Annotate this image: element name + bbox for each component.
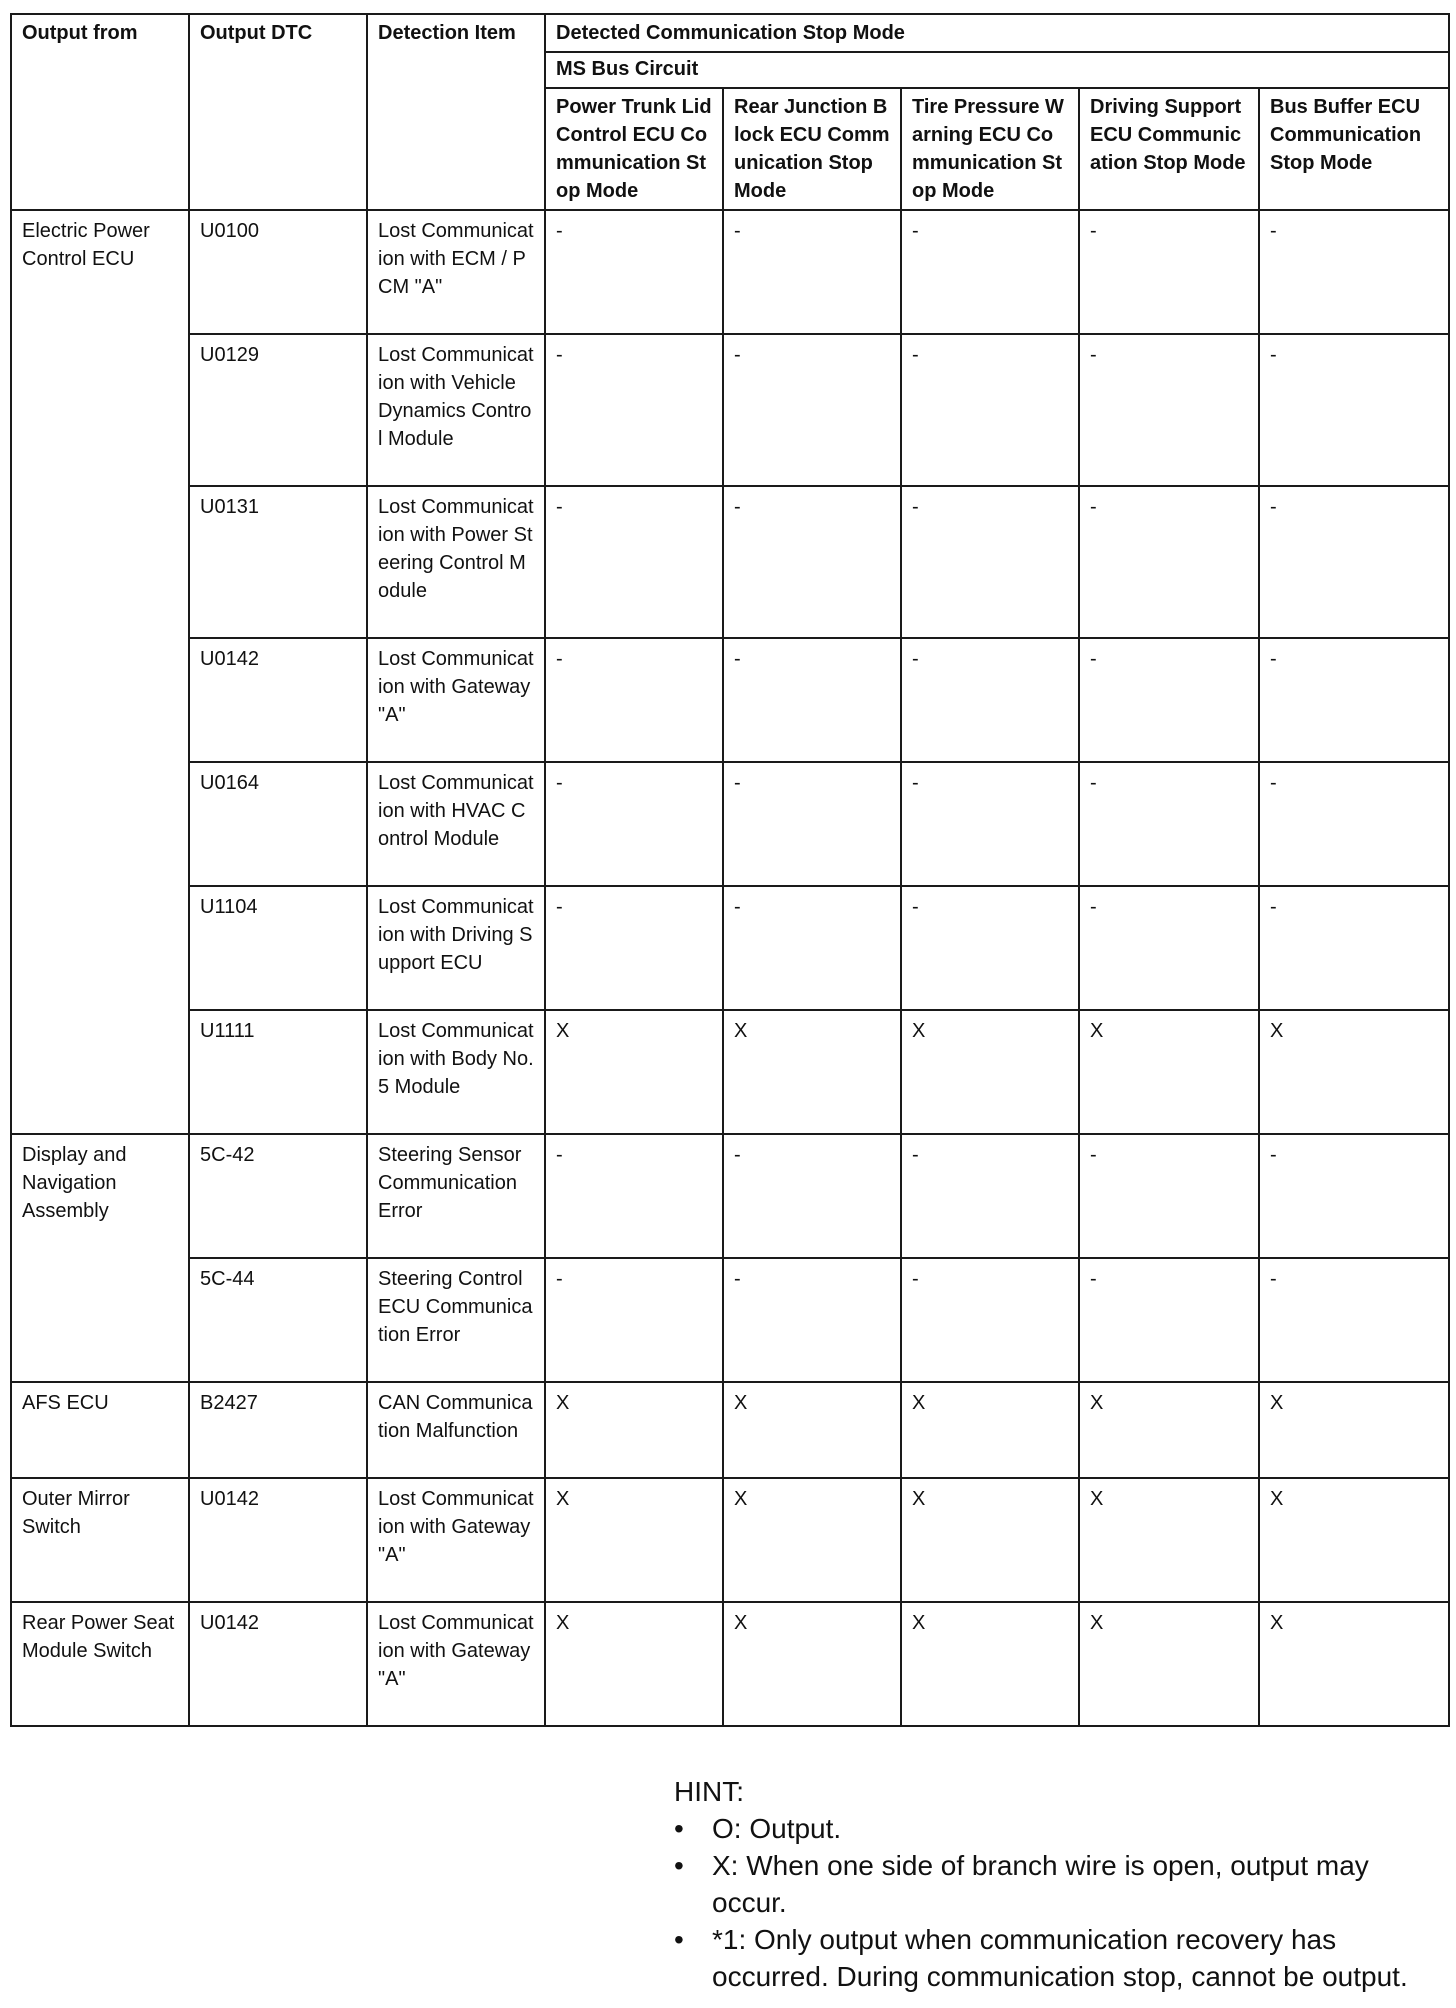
hint-item	[674, 1810, 1444, 1847]
table-body	[11, 210, 1449, 1726]
header-detected-mode: Detected Communication Stop Mode	[545, 14, 1449, 52]
bullet-icon: •	[674, 1850, 684, 1881]
mode-cell: -	[723, 638, 901, 762]
dtc-cell: 5C-42	[189, 1134, 367, 1258]
detection-item-cell: Lost Communication with Driving Support ECU	[367, 886, 545, 1010]
mode-cell: -	[1079, 638, 1259, 762]
mode-cell: -	[1259, 1258, 1449, 1382]
dtc-cell: U0164	[189, 762, 367, 886]
mode-cell: -	[1079, 886, 1259, 1010]
mode-cell: X	[901, 1478, 1079, 1602]
bullet-icon: •	[674, 1813, 684, 1844]
header-detection-item: Detection Item	[367, 14, 545, 210]
mode-cell: X	[1259, 1010, 1449, 1134]
table-row	[11, 886, 1449, 1010]
mode-cell: -	[1259, 1134, 1449, 1258]
detection-item-cell: Lost Communication with ECM / PCM "A"	[367, 210, 545, 334]
dtc-cell: U1111	[189, 1010, 367, 1134]
mode-cell: X	[723, 1010, 901, 1134]
detection-item-cell: Lost Communication with HVAC Control Module	[367, 762, 545, 886]
detection-item-cell: Steering Control ECU Communication Error	[367, 1258, 545, 1382]
header-output-from: Output from	[11, 14, 189, 210]
dtc-cell: B2427	[189, 1382, 367, 1478]
mode-cell: X	[1259, 1382, 1449, 1478]
dtc-cell: U0100	[189, 210, 367, 334]
table-row	[11, 1134, 1449, 1258]
mode-cell: -	[545, 486, 723, 638]
mode-cell: -	[723, 1134, 901, 1258]
dtc-table	[10, 13, 1450, 1727]
mode-cell: -	[545, 1258, 723, 1382]
mode-cell: -	[901, 486, 1079, 638]
mode-cell: -	[1259, 886, 1449, 1010]
detection-item-cell: Lost Communication with Gateway "A"	[367, 638, 545, 762]
mode-cell: -	[1259, 762, 1449, 886]
bullet-icon: •	[674, 1924, 684, 1955]
dtc-cell: U1104	[189, 886, 367, 1010]
output-from-cell: Outer Mirror Switch	[11, 1478, 189, 1602]
header-col-label: Rear Junction Block ECU Communication Stop Mode	[734, 96, 890, 202]
mode-cell: -	[723, 886, 901, 1010]
header-col-label: Bus Buffer ECU Communication Stop Mode	[1270, 96, 1422, 174]
mode-cell: -	[545, 334, 723, 486]
detection-item-cell: Lost Communication with Gateway "A"	[367, 1602, 545, 1726]
mode-cell: -	[723, 486, 901, 638]
header-output-dtc: Output DTC	[189, 14, 367, 210]
header-col-label: Power Trunk Lid Control ECU Communication Stop Mode	[556, 96, 712, 202]
mode-cell: -	[1259, 210, 1449, 334]
detection-item-cell: Steering Sensor Communication Error	[367, 1134, 545, 1258]
header-col-bus-buffer	[1259, 88, 1449, 210]
mode-cell: -	[723, 210, 901, 334]
hint-item-text: X: When one side of branch wire is open, output may occur.	[712, 1850, 1369, 1918]
hint-section	[674, 1773, 1444, 1995]
table-row	[11, 1478, 1449, 1602]
hint-item-text: *1: Only output when communication recovery has occurred. During communication stop, cannot be output.	[712, 1924, 1408, 1992]
mode-cell: X	[723, 1602, 901, 1726]
table-row	[11, 210, 1449, 334]
table-row	[11, 1602, 1449, 1726]
mode-cell: -	[901, 1258, 1079, 1382]
table-row	[11, 1258, 1449, 1382]
mode-cell: -	[901, 762, 1079, 886]
mode-cell: -	[1259, 486, 1449, 638]
header-col-label: Driving Support ECU Communication Stop Mode	[1090, 96, 1246, 174]
hint-title: HINT:	[674, 1776, 744, 1807]
output-from-cell: AFS ECU	[11, 1382, 189, 1478]
header-bus-circuit: MS Bus Circuit	[545, 52, 1449, 88]
mode-cell: X	[1259, 1602, 1449, 1726]
detection-item-cell: Lost Communication with Gateway "A"	[367, 1478, 545, 1602]
mode-cell: -	[723, 334, 901, 486]
mode-cell: -	[901, 210, 1079, 334]
mode-cell: X	[1079, 1382, 1259, 1478]
dtc-cell: 5C-44	[189, 1258, 367, 1382]
mode-cell: -	[1079, 486, 1259, 638]
table-row	[11, 486, 1449, 638]
mode-cell: -	[545, 1134, 723, 1258]
mode-cell: -	[545, 762, 723, 886]
table-row	[11, 762, 1449, 886]
mode-cell: -	[1259, 334, 1449, 486]
detection-item-cell: CAN Communication Malfunction	[367, 1382, 545, 1478]
detection-item-cell: Lost Communication with Vehicle Dynamics Control Module	[367, 334, 545, 486]
mode-cell: -	[1259, 638, 1449, 762]
mode-cell: -	[545, 210, 723, 334]
header-col-power-trunk-lid	[545, 88, 723, 210]
dtc-cell: U0142	[189, 1478, 367, 1602]
table-header	[11, 14, 1449, 210]
mode-cell: X	[545, 1382, 723, 1478]
header-col-rear-junction-block	[723, 88, 901, 210]
mode-cell: -	[545, 638, 723, 762]
mode-cell: -	[723, 1258, 901, 1382]
table-row	[11, 1010, 1449, 1134]
mode-cell: -	[901, 334, 1079, 486]
output-from-cell: Electric Power Control ECU	[11, 210, 189, 1134]
header-col-label: Tire Pressure Warning ECU Communication Stop Mode	[912, 96, 1064, 202]
mode-cell: -	[1079, 334, 1259, 486]
detection-item-cell: Lost Communication with Body No. 5 Module	[367, 1010, 545, 1134]
hint-item	[674, 1921, 1444, 1995]
detection-item-cell: Lost Communication with Power Steering Control Module	[367, 486, 545, 638]
mode-cell: -	[1079, 210, 1259, 334]
mode-cell: X	[1079, 1478, 1259, 1602]
mode-cell: -	[723, 762, 901, 886]
mode-cell: X	[545, 1010, 723, 1134]
output-from-cell: Rear Power Seat Module Switch	[11, 1602, 189, 1726]
header-col-driving-support	[1079, 88, 1259, 210]
mode-cell: X	[723, 1478, 901, 1602]
hint-item-text: O: Output.	[712, 1813, 842, 1844]
output-from-cell: Display and Navigation Assembly	[11, 1134, 189, 1382]
dtc-cell: U0142	[189, 638, 367, 762]
table-row	[11, 638, 1449, 762]
mode-cell: -	[901, 1134, 1079, 1258]
hint-item	[674, 1847, 1444, 1921]
mode-cell: X	[901, 1382, 1079, 1478]
mode-cell: -	[1079, 1258, 1259, 1382]
mode-cell: -	[1079, 762, 1259, 886]
header-col-tire-pressure-warning	[901, 88, 1079, 210]
dtc-cell: U0131	[189, 486, 367, 638]
mode-cell: X	[1079, 1010, 1259, 1134]
dtc-cell: U0129	[189, 334, 367, 486]
header-row-top	[11, 14, 1449, 52]
mode-cell: -	[545, 886, 723, 1010]
mode-cell: X	[1079, 1602, 1259, 1726]
dtc-cell: U0142	[189, 1602, 367, 1726]
mode-cell: X	[901, 1602, 1079, 1726]
mode-cell: X	[723, 1382, 901, 1478]
mode-cell: -	[1079, 1134, 1259, 1258]
mode-cell: X	[545, 1478, 723, 1602]
mode-cell: -	[901, 886, 1079, 1010]
table-row	[11, 1382, 1449, 1478]
table-row	[11, 334, 1449, 486]
mode-cell: -	[901, 638, 1079, 762]
hint-list	[674, 1810, 1444, 1995]
mode-cell: X	[901, 1010, 1079, 1134]
mode-cell: X	[1259, 1478, 1449, 1602]
mode-cell: X	[545, 1602, 723, 1726]
